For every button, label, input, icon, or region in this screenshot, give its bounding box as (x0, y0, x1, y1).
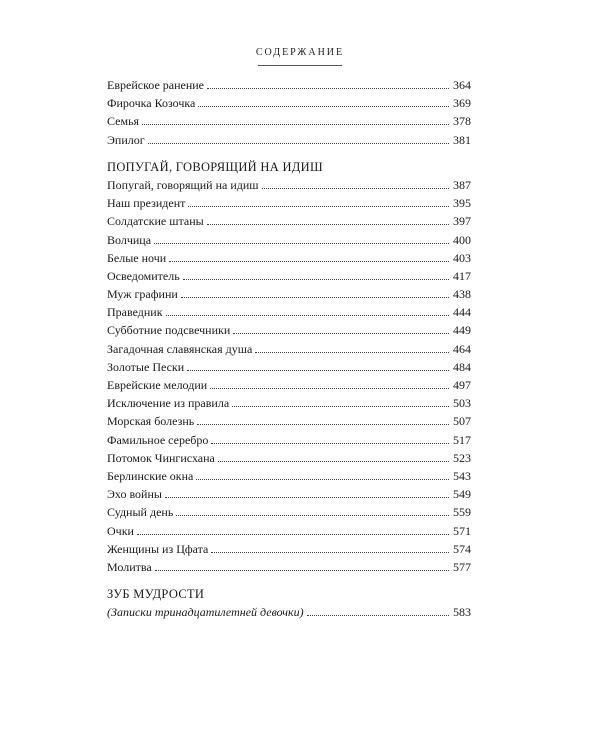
toc-entry[interactable] (107, 358, 471, 376)
dot-leader (196, 479, 449, 480)
toc-entry-title: Еврейские мелодии (107, 378, 208, 392)
toc-entry-page-number: 395 (453, 196, 471, 211)
toc-entry[interactable] (107, 540, 471, 558)
toc-entry[interactable] (107, 76, 471, 94)
dot-leader (211, 443, 449, 444)
table-of-contents (107, 76, 471, 621)
toc-entry-page-number: 417 (453, 268, 471, 283)
toc-entry-page-number: 438 (453, 287, 471, 302)
dot-leader (181, 297, 449, 298)
toc-entry-title: Семья (107, 114, 140, 129)
toc-entry[interactable] (107, 212, 471, 230)
dot-leader (155, 570, 449, 571)
dot-leader (207, 88, 449, 89)
toc-entry-page-number: 387 (453, 177, 471, 192)
toc-entry[interactable] (107, 431, 471, 449)
toc-entry-title: Золотые Пески (107, 359, 185, 374)
toc-entry-page-number: 378 (453, 114, 471, 129)
toc-entry[interactable] (107, 303, 471, 321)
toc-entry[interactable] (107, 412, 471, 430)
toc-entry-page-number: 577 (453, 559, 471, 574)
toc-entry-page-number: 397 (453, 214, 471, 229)
toc-entry-title: Еврейское ранение (107, 78, 205, 92)
toc-entry-page-number: 583 (453, 605, 471, 620)
toc-entry-page-number: 574 (453, 541, 471, 556)
toc-entry-page-number: 444 (453, 305, 471, 320)
running-head-rule (258, 65, 342, 66)
toc-entry[interactable] (107, 194, 471, 212)
toc-entry-page-number: 543 (453, 468, 471, 483)
dot-leader (307, 615, 449, 616)
toc-entry-page-number: 507 (453, 414, 471, 429)
toc-entry[interactable] (107, 503, 471, 521)
dot-leader (262, 188, 449, 189)
toc-entry-title: Женщины из Цфата (107, 541, 209, 556)
dot-leader (255, 352, 449, 353)
toc-entry-title: Волчица (107, 232, 152, 247)
dot-leader (218, 461, 449, 462)
dot-leader (137, 534, 449, 535)
toc-entry[interactable] (107, 467, 471, 485)
toc-entry-title: Судный день (107, 505, 174, 520)
toc-entry-page-number: 517 (453, 432, 471, 447)
toc-entry[interactable] (107, 603, 471, 621)
toc-entry-page-number: 369 (453, 96, 471, 111)
dot-leader (169, 261, 449, 262)
toc-entry[interactable] (107, 249, 471, 267)
toc-entry-page-number: 503 (453, 396, 471, 411)
section-heading: ЗУБ МУДРОСТИ (107, 587, 205, 602)
dot-leader (142, 124, 449, 125)
toc-entry-page-number: 549 (453, 487, 471, 502)
toc-entry[interactable] (107, 340, 471, 358)
toc-entry-page-number: 364 (453, 78, 471, 92)
section-heading: ПОПУГАЙ, ГОВОРЯЩИЙ НА ИДИШ (107, 159, 323, 174)
toc-entry-title: Эпилог (107, 132, 145, 147)
toc-entry-title: Фирочка Козочка (107, 96, 196, 111)
toc-entry-page-number: 497 (453, 378, 471, 392)
toc-entry-title: Субботние подсвечники (107, 323, 231, 338)
section-gap (107, 149, 471, 158)
toc-entry-page-number: 484 (453, 359, 471, 374)
toc-entry-title: Солдатские штаны (107, 214, 204, 229)
toc-entry-page-number: 523 (453, 450, 471, 465)
section-gap (107, 576, 471, 585)
toc-entry-title: Морская болезнь (107, 414, 195, 429)
toc-entry[interactable] (107, 485, 471, 503)
toc-entry-page-number: 400 (453, 232, 471, 247)
toc-entry-title: Осведомитель (107, 268, 180, 283)
running-head: СОДЕРЖАНИЕ (255, 47, 345, 58)
dot-leader (207, 224, 449, 225)
toc-entry-title: Потомок Чингисхана (107, 450, 215, 465)
toc-entry-title: Наш президент (107, 196, 186, 211)
toc-entry[interactable] (107, 285, 471, 303)
dot-leader (187, 370, 449, 371)
toc-entry-page-number: 464 (453, 341, 471, 356)
toc-entry[interactable] (107, 94, 471, 112)
toc-entry-title: Фамильное серебро (107, 432, 209, 447)
toc-entry-title: Попугай, говорящий на идиш (107, 177, 259, 192)
dot-leader (188, 206, 449, 207)
dot-leader (183, 279, 449, 280)
toc-entry[interactable] (107, 176, 471, 194)
toc-entry-title: Праведник (107, 305, 163, 320)
dot-leader (232, 406, 449, 407)
dot-leader (197, 424, 449, 425)
dot-leader (210, 388, 449, 389)
toc-entry-page-number: 571 (453, 523, 471, 538)
toc-entry-page-number: 449 (453, 323, 471, 338)
toc-entry-title: Загадочная славянская душа (107, 341, 253, 356)
toc-entry-title: Муж графини (107, 287, 178, 302)
dot-leader (148, 143, 449, 144)
dot-leader (166, 315, 449, 316)
toc-entry[interactable] (107, 131, 471, 149)
toc-entry[interactable] (107, 321, 471, 339)
toc-entry-title: Очки (107, 523, 134, 538)
toc-entry-page-number: 559 (453, 505, 471, 520)
toc-entry-title: Эхо войны (107, 487, 162, 502)
toc-entry[interactable] (107, 522, 471, 540)
dot-leader (198, 106, 449, 107)
dot-leader (211, 552, 449, 553)
toc-entry-title: Молитва (107, 559, 152, 574)
toc-entry[interactable] (107, 112, 471, 130)
toc-entry[interactable] (107, 449, 471, 467)
toc-entry[interactable] (107, 231, 471, 249)
toc-entry[interactable] (107, 267, 471, 285)
toc-entry[interactable] (107, 558, 471, 576)
toc-entry-title: Белые ночи (107, 250, 167, 265)
dot-leader (233, 333, 449, 334)
toc-entry-title: (Записки тринадцатилетней девочки) (107, 605, 304, 620)
dot-leader (154, 243, 449, 244)
dot-leader (165, 497, 449, 498)
toc-entry-title: Берлинские окна (107, 468, 194, 483)
toc-entry-page-number: 381 (453, 132, 471, 147)
toc-entry-page-number: 403 (453, 250, 471, 265)
toc-entry[interactable] (107, 394, 471, 412)
toc-entry[interactable] (107, 376, 471, 394)
dot-leader (176, 515, 449, 516)
toc-entry-title: Исключение из правила (107, 396, 230, 411)
